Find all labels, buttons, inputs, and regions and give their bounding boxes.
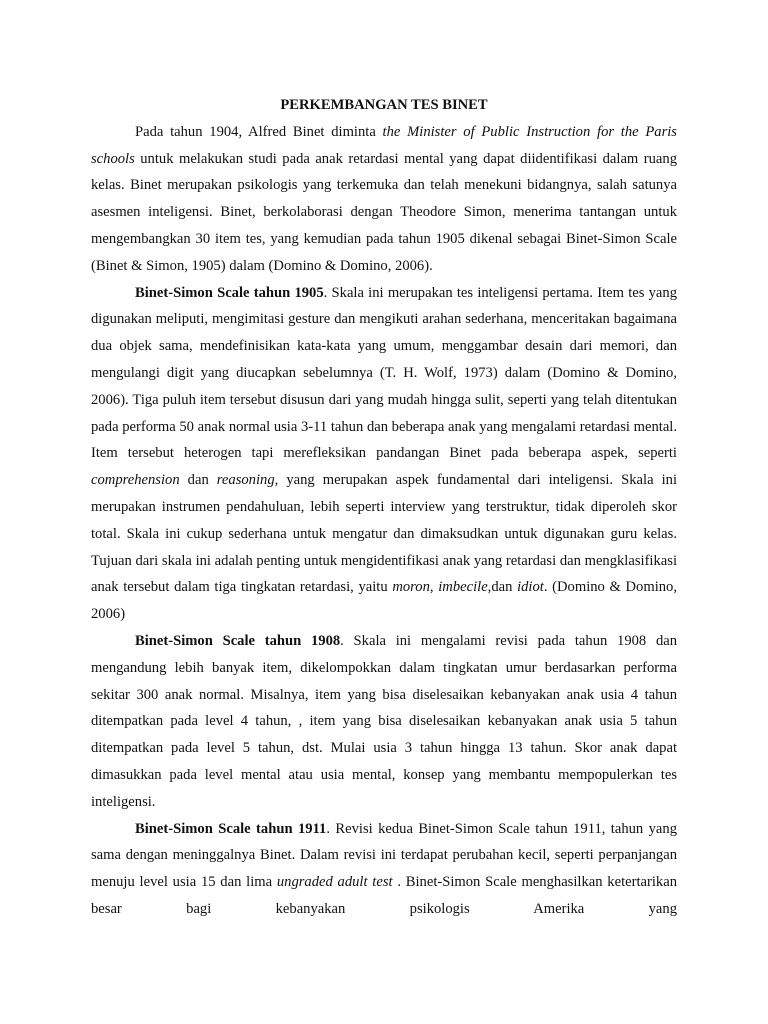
paragraph-4 [91, 816, 677, 923]
paragraph-2-text-1: . Skala ini merupakan tes inteligensi pertama. Item tes yang digunakan meliputi, mengimitasi gesture dan mengikuti arahan sederhana, menceritakan bagaimana dua objek sama, mendefinisikan kata-kata yang umum, menggambar desain dari memori, dan mengulangi digit yang diucapkan sebelumnya (T. H. Wolf, 1973) dalam (Domino & Domino, 2006). Tiga puluh item tersebut disusun dari yang mudah hingga sulit, seperti yang telah ditentukan pada performa 50 anak normal usia 3-11 tahun dan beberapa anak yang mengalami retardasi mental. Item tersebut heterogen tapi merefleksikan pandangan Binet pada beberapa aspek, seperti [91, 284, 678, 462]
paragraph-2-text-2: dan [179, 472, 217, 489]
paragraph-1-text-2: untuk melakukan studi pada anak retardasi mental yang dapat diidentifikasi dalam ruang kelas. Binet merupakan psikologis yang terkemuka dan telah menekuni bidangnya, salah satunya asesmen inteligensi. Binet, berkolaborasi dengan Theodore Simon, menerima tantangan untuk mengembangkan 30 item tes, yang kemudian pada tahun 1905 dikenal sebagai Binet-Simon Scale (Binet & Simon, 1905) dalam (Domino & Domino, 2006). [91, 150, 677, 274]
paragraph-2-italic-3: moron [392, 579, 430, 596]
paragraph-2-text-4: , [429, 579, 439, 596]
document-page [91, 92, 677, 923]
paragraph-2-italic-5: idiot [517, 579, 544, 596]
paragraph-2-text-6: . (Domino & Domino, 2006) [91, 579, 678, 623]
paragraph-2-heading: Binet-Simon Scale tahun 1905 [135, 284, 324, 301]
document-title: PERKEMBANGAN TES BINET [280, 97, 488, 113]
paragraph-3-text-1: . Skala ini mengalami revisi pada tahun 1908 dan mengandung lebih banyak item, dikelompokkan dalam tingkatan umur berdasarkan performa sekitar 300 anak normal. Misalnya, item yang bisa diselesaikan kebanyakan anak usia 4 tahun ditempatkan pada level 4 tahun, , item yang bisa diselesaikan kebanyakan anak usia 5 tahun ditempatkan pada level 5 tahun, dst. Mulai usia 3 tahun hingga 13 tahun. Skor anak dapat dimasukkan pada level mental atau usia mental, konsep yang membantu mempopulerkan tes inteligensi. [91, 632, 678, 810]
paragraph-1-text-1: Pada tahun 1904, Alfred Binet diminta [135, 123, 383, 140]
paragraph-3-heading: Binet-Simon Scale tahun 1908 [135, 632, 341, 649]
paragraph-4-text-2: . Binet-Simon Scale menghasilkan ketertarikan besar bagi kebanyakan psikologis Amerika yang [91, 874, 677, 917]
paragraph-1 [91, 119, 677, 280]
paragraph-2-italic-1: comprehension [91, 472, 180, 489]
paragraph-1-italic-1: the Minister of Public Instruction for the Paris schools [91, 123, 677, 167]
paragraph-4-italic-1: ungraded adult test [276, 874, 393, 891]
paragraph-4-text-1: . Revisi kedua Binet-Simon Scale tahun 1911, tahun yang sama dengan meninggalnya Binet. Dalam revisi ini terdapat perubahan kecil, seperti perpanjangan menuju level usia 15 dan lima [91, 820, 677, 891]
paragraph-2-text-5: ,dan [487, 579, 518, 596]
paragraph-2-italic-4: imbecile [438, 579, 488, 596]
paragraph-2-italic-2: reasoning [216, 472, 275, 489]
paragraph-4-heading: Binet-Simon Scale tahun 1911 [135, 820, 327, 837]
paragraph-2 [91, 280, 677, 628]
paragraph-3 [91, 628, 677, 816]
paragraph-2-text-3: , yang merupakan aspek fundamental dari inteligensi. Skala ini merupakan instrumen pendahuluan, lebih seperti interview yang terstruktur, tidak diperoleh skor total. Skala ini cukup sederhana untuk mengatur dan dimaksudkan untuk digunakan guru kelas. Tujuan dari skala ini adalah penting untuk mengidentifikasi anak yang retardasi dan mengklasifikasi anak tersebut dalam tiga tingkatan retardasi, yaitu [91, 472, 677, 596]
